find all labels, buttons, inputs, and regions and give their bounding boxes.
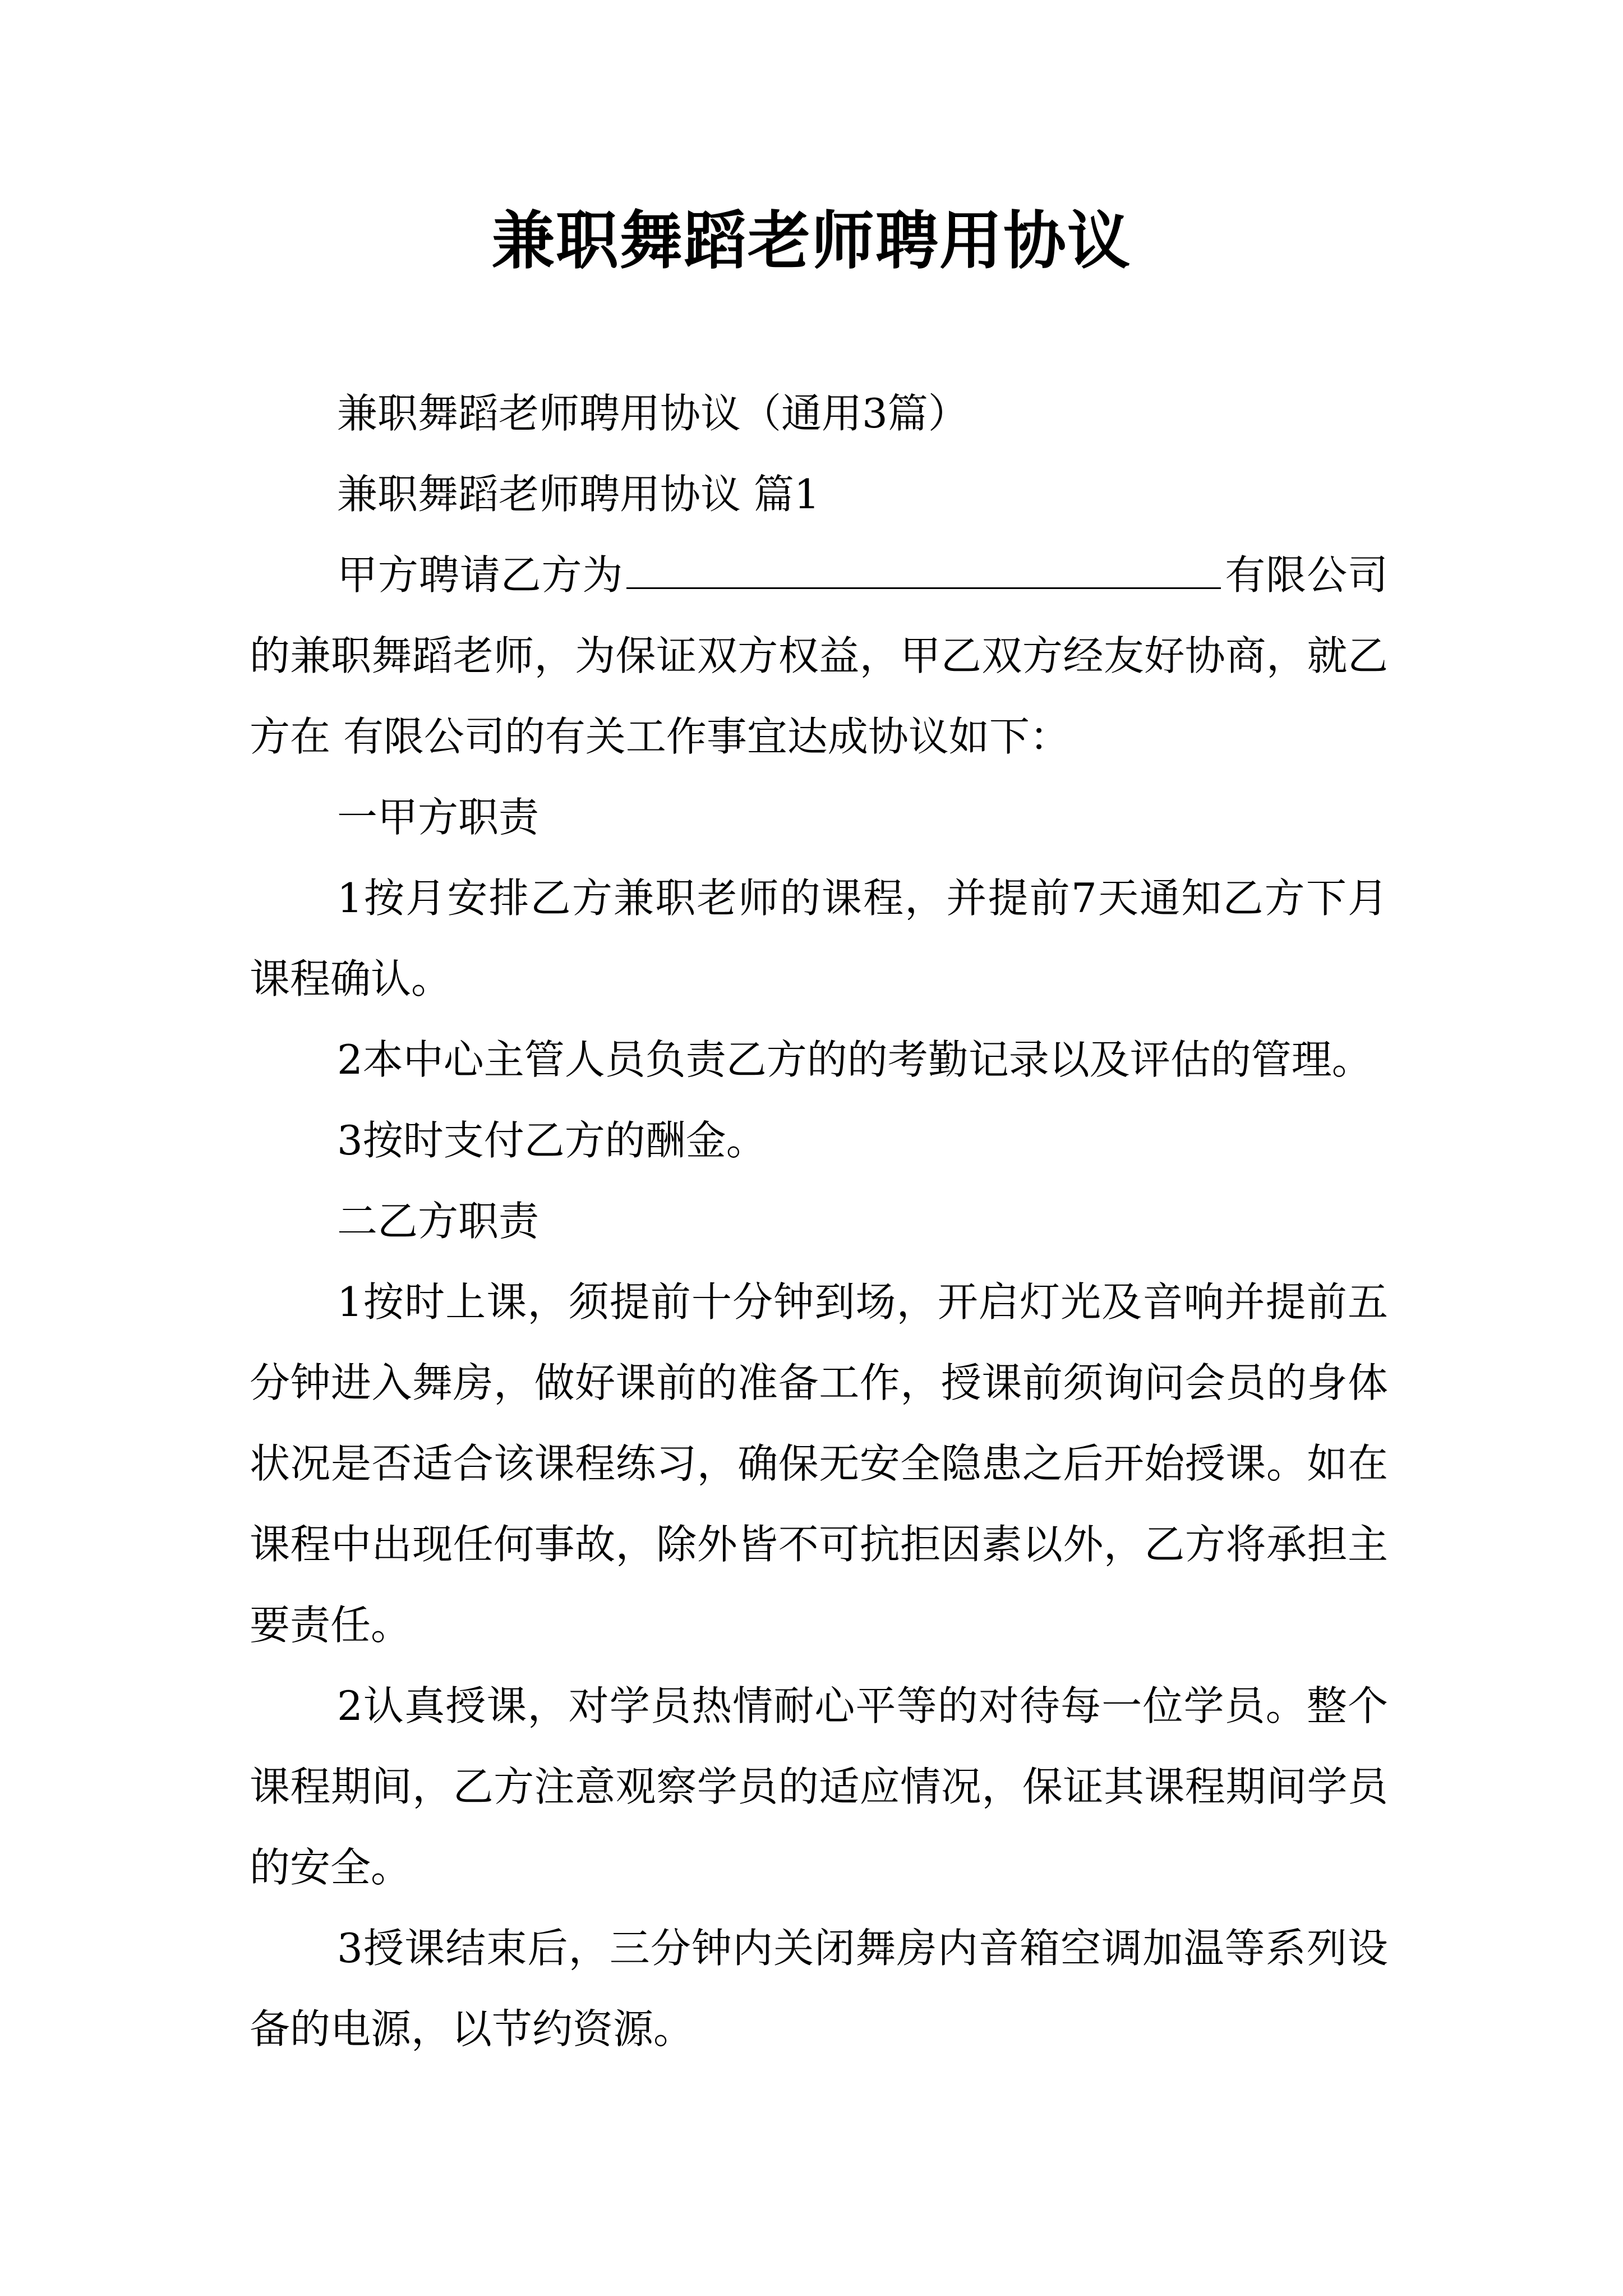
- party-b-heading: 二乙方职责: [337, 1198, 540, 1245]
- document-body: [250, 373, 1388, 2069]
- document-subtitle: 兼职舞蹈老师聘用协议（通用3篇）: [337, 390, 969, 437]
- party-b-item: 1按时上课，须提前十分钟到场，开启灯光及音响并提前五分钟进入舞房，做好课前的准备工作，授课前须询问会员的身体状况是否适合该课程练习，确保无安全隐患之后开始授课。如在课程中出现任何事故，除外皆不可抗拒因素以外，乙方将承担主要责任。: [250, 1278, 1388, 1649]
- document-title: 兼职舞蹈老师聘用协议: [492, 204, 1131, 278]
- party-a-heading: 一甲方职责: [337, 794, 540, 841]
- party-a-item: 3按时支付乙方的酬金。: [337, 1117, 767, 1164]
- intro-text-start: 甲方聘请乙方为: [337, 551, 624, 599]
- party-b-item: 2认真授课，对学员热情耐心平等的对待每一位学员。整个课程期间，乙方注意观察学员的适应情况，保证其课程期间学员的安全。: [250, 1682, 1388, 1891]
- party-a-item: 1按月安排乙方兼职老师的课程，并提前7天通知乙方下月课程确认。: [250, 875, 1388, 1002]
- party-b-item: 3授课结束后，三分钟内关闭舞房内音箱空调加温等系列设备的电源，以节约资源。: [250, 1925, 1388, 2053]
- intro-paragraph: [250, 535, 1388, 777]
- intro-text-end: 有限公司的兼职舞蹈老师，为保证双方权益，甲乙双方经友好协商，就乙方在 有限公司的有关工作事宜达成协议如下：: [250, 551, 1388, 760]
- party-a-item: 2本中心主管人员负责乙方的的考勤记录以及评估的管理。: [337, 1036, 1372, 1083]
- section-heading: 兼职舞蹈老师聘用协议 篇1: [337, 471, 820, 518]
- company-name-blank: [626, 537, 1221, 589]
